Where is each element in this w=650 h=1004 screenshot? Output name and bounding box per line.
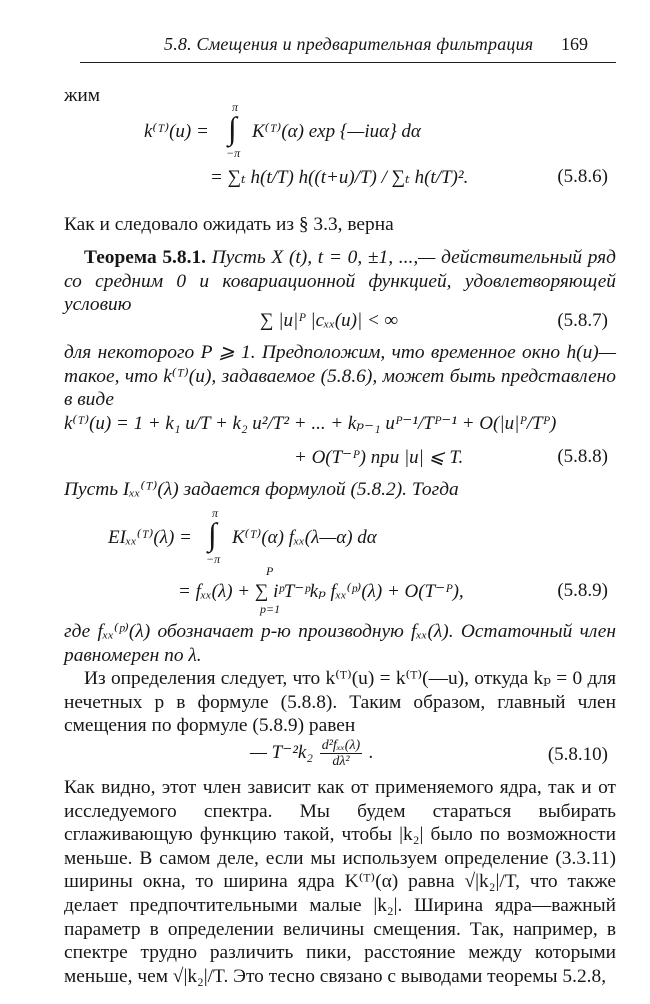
- eq-586-number: (5.8.6): [557, 166, 608, 187]
- eq-589-line2: = fₓₓ(λ) + ∑ iᵖT⁻ᵖkₚ fₓₓ⁽ᵖ⁾(λ) + O(T⁻ᴾ),: [178, 581, 464, 602]
- eq-586-upper-limit: π: [232, 100, 239, 114]
- paragraph-where: где fₓₓ⁽ᵖ⁾(λ) обозначает p-ю производную fₓₓ(λ). Остаточный член равномерен по λ.: [64, 621, 616, 666]
- eq-587-number: (5.8.7): [557, 310, 608, 331]
- equation-5-8-6: [0, 100, 650, 210]
- eq-586-lhs: k⁽ᵀ⁾(u) =: [144, 121, 209, 142]
- paragraph-last: Как видно, этот член зависит как от применяемого ядра, так и от исследуемого спектра. Мы будем стараться выбирать сглаживающую функцию такой, чтобы |k₂| было по возможности меньше. В самом деле, если мы используем определение (3.3.11) ширины окна, то ширина ядра K⁽ᵀ⁾(α) равна √|k₂|/T, что также делает предпочтительными малые |k₂|. Ширина ядра—важный параметр в определении величины смещения. Так, например, в спектре трудно различить пики, расстояние между которыми меньше, чем √|k₂|/T. Это тесно связано с выводами теоремы 5.2.8,: [64, 777, 616, 987]
- equation-5-8-9: [0, 506, 650, 618]
- theorem-paragraph: [64, 246, 616, 317]
- eq-5810-numerator: d²fₓₓ(λ): [321, 738, 361, 753]
- eq-589-lhs: EIₓₓ⁽ᵀ⁾(λ) =: [108, 527, 192, 548]
- eq-588-line2: + O(T⁻ᴾ) при |u| ⩽ T.: [294, 447, 464, 468]
- equation-5-8-7: [0, 310, 650, 340]
- eq-5810: [250, 738, 374, 769]
- eq-589-sum-lower: p=1: [260, 602, 281, 616]
- eq-5810-number: (5.8.10): [547, 744, 608, 765]
- eq-5810-denominator: dλ²: [332, 754, 350, 769]
- eq-588-number: (5.8.8): [557, 446, 608, 467]
- eq-5810-fraction: [320, 738, 362, 769]
- eq-586-integrand: K⁽ᵀ⁾(α) exp {—iuα} dα: [252, 121, 421, 142]
- eq-587-expr: ∑ |u|ᴾ |cₓₓ(u)| < ∞: [260, 310, 399, 331]
- eq-586-integral-sign: ∫: [228, 110, 237, 146]
- eq-588-line1: k⁽ᵀ⁾(u) = 1 + k₁ u/T + k₂ u²/T² + ... + kₚ₋₁ uᴾ⁻¹/Tᴾ⁻¹ + O(|u|ᴾ/Tᴾ): [64, 413, 557, 434]
- eq-5810-lhs: — T⁻²k₂: [250, 741, 313, 763]
- equation-5-8-8: [0, 412, 650, 476]
- eq-589-integral-sign: ∫: [208, 516, 217, 552]
- eq-589-number: (5.8.9): [557, 580, 608, 601]
- header-rule: [80, 62, 616, 63]
- eq-589-sum-upper: P: [266, 564, 274, 578]
- theorem-text: Пусть X (t), t = 0, ±1, ...,— действительный ряд со средним 0 и ковариационной функцией, удовлетворяющей условию: [64, 247, 616, 316]
- header-title: 5.8. Смещения и предварительная фильтрация: [164, 34, 534, 54]
- eq-586-line2: = ∑ₜ h(t/T) h((t+u)/T) / ∑ₜ h(t/T)².: [210, 167, 469, 188]
- paragraph-expect: Как и следовало ожидать из § 3.3, верна: [64, 214, 394, 235]
- eq-5810-tail: .: [368, 741, 374, 763]
- eq-589-upper-limit: π: [212, 506, 219, 520]
- paragraph-from: Из определения следует, что k⁽ᵀ⁾(u) = k⁽ᵀ⁾(—u), откуда kₚ = 0 для нечетных p в формуле (5.8.8). Таким образом, главный член смещения по формуле (5.8.9) равен: [64, 668, 616, 737]
- theorem-label: Теорема 5.8.1.: [84, 247, 206, 268]
- eq-586-lower-limit: −π: [226, 146, 241, 160]
- eq-589-lower-limit: −π: [206, 552, 221, 566]
- paragraph-top: жим: [64, 85, 101, 106]
- page-number: 169: [561, 34, 588, 54]
- equation-5-8-10: [0, 730, 650, 774]
- paragraph-let: Пусть Iₓₓ⁽ᵀ⁾(λ) задается формулой (5.8.2). Тогда: [64, 479, 459, 500]
- eq-589-integrand: K⁽ᵀ⁾(α) fₓₓ(λ—α) dα: [232, 527, 377, 548]
- paragraph-window: для некоторого P ⩾ 1. Предположим, что временное окно h(u)— такое, что k⁽ᵀ⁾(u), задаваемое (5.8.6), может быть представлено в виде: [64, 342, 616, 411]
- running-header: [0, 34, 650, 64]
